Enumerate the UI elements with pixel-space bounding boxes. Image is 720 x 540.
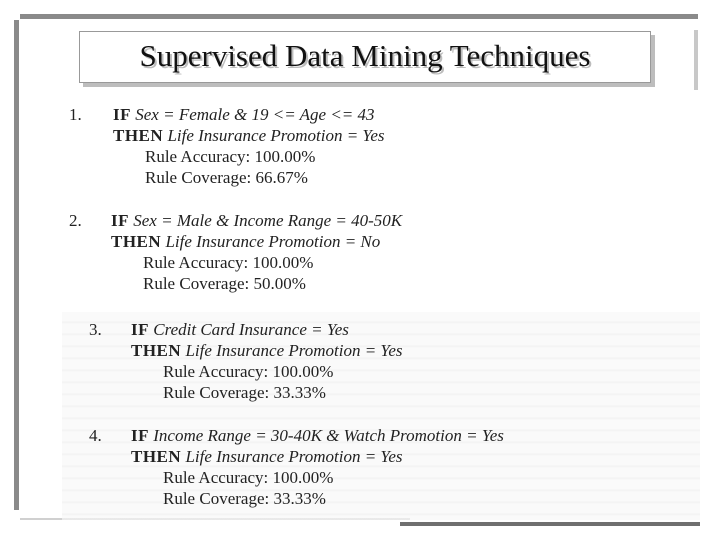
if-keyword: IF [113, 105, 131, 124]
rule-number: 4. [89, 426, 102, 445]
rule-accuracy: Rule Accuracy: 100.00% [143, 253, 314, 272]
rule-4 [89, 425, 669, 515]
rule-number: 1. [69, 105, 82, 124]
if-condition: Income Range = 30-40K & Watch Promotion = Yes [153, 426, 504, 445]
then-line [131, 446, 403, 467]
rule-2 [69, 210, 629, 300]
if-line [131, 425, 504, 446]
if-keyword: IF [131, 320, 149, 339]
rule-accuracy: Rule Accuracy: 100.00% [163, 468, 334, 487]
if-condition: Sex = Male & Income Range = 40-50K [133, 211, 403, 230]
then-keyword: THEN [131, 341, 182, 360]
rule-accuracy: Rule Accuracy: 100.00% [163, 362, 334, 381]
slide-frame-left [14, 20, 19, 510]
then-line [111, 231, 380, 252]
rule-number: 3. [89, 320, 102, 339]
then-line [113, 125, 385, 146]
if-condition: Sex = Female & 19 <= Age <= 43 [135, 105, 375, 124]
then-keyword: THEN [113, 126, 164, 145]
if-keyword: IF [111, 211, 129, 230]
then-conclusion: Life Insurance Promotion = Yes [185, 447, 403, 466]
rule-accuracy: Rule Accuracy: 100.00% [145, 147, 316, 166]
then-keyword: THEN [131, 447, 182, 466]
then-keyword: THEN [111, 232, 162, 251]
then-conclusion: Life Insurance Promotion = Yes [185, 341, 403, 360]
if-line [131, 319, 349, 340]
if-condition: Credit Card Insurance = Yes [153, 320, 349, 339]
if-keyword: IF [131, 426, 149, 445]
slide-frame-right [694, 30, 698, 90]
rule-1 [69, 104, 629, 194]
then-conclusion: Life Insurance Promotion = No [165, 232, 381, 251]
then-line [131, 340, 403, 361]
then-conclusion: Life Insurance Promotion = Yes [167, 126, 385, 145]
rule-coverage: Rule Coverage: 50.00% [143, 274, 306, 293]
if-line [113, 104, 375, 125]
slide-frame-top [20, 14, 698, 19]
rule-3 [89, 319, 649, 409]
rule-coverage: Rule Coverage: 33.33% [163, 383, 326, 402]
rule-coverage: Rule Coverage: 66.67% [145, 168, 308, 187]
rule-coverage: Rule Coverage: 33.33% [163, 489, 326, 508]
if-line [111, 210, 402, 231]
title-box [79, 31, 651, 83]
slide-title: Supervised Data Mining Techniques [139, 38, 591, 73]
rule-number: 2. [69, 211, 82, 230]
slide-frame-bottom [400, 522, 700, 526]
